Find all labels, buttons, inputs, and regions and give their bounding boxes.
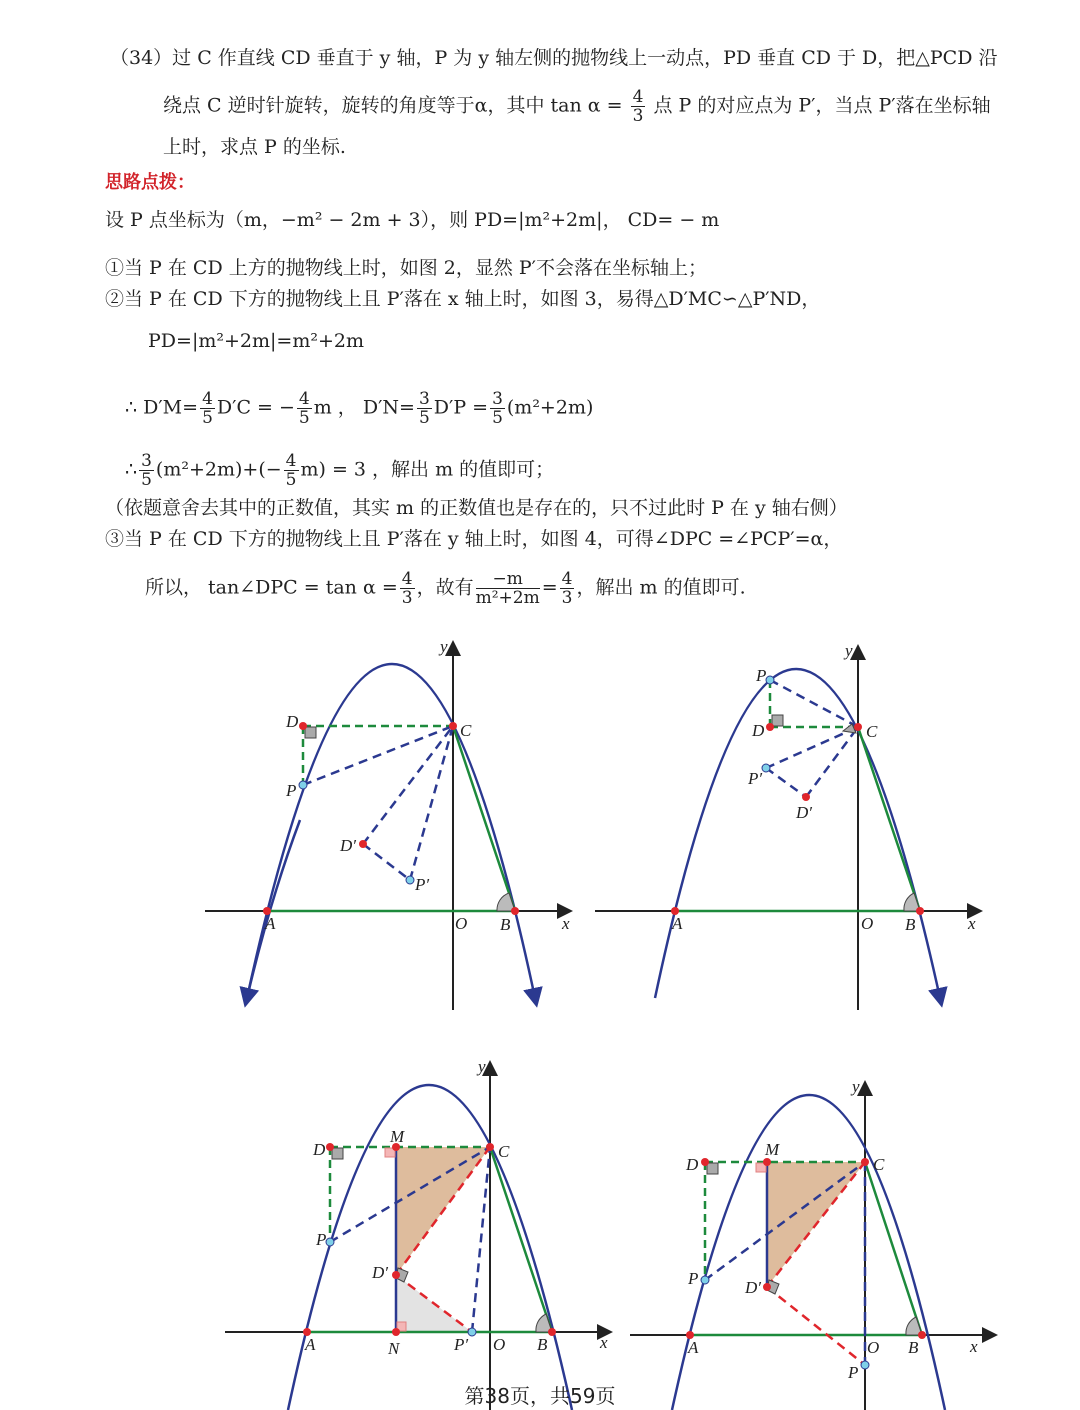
svg-text:N: N [388, 1339, 400, 1358]
svg-text:B: B [908, 1338, 919, 1357]
svg-text:P: P [316, 1230, 327, 1249]
solution-line-2: ①当 P 在 CD 上方的抛物线上时，如图 2，显然 P′不会落在坐标轴上； [105, 257, 707, 279]
svg-text:P′: P′ [748, 769, 763, 788]
svg-text:D: D [313, 1140, 326, 1159]
svg-text:D′: D′ [372, 1263, 388, 1282]
svg-text:x: x [600, 1333, 608, 1352]
svg-text:D: D [686, 1155, 699, 1174]
svg-text:C: C [873, 1155, 885, 1174]
solution-line-3: ②当 P 在 CD 下方的抛物线上且 P′落在 x 轴上时，如图 3，易得△D′MC∽△P′ND， [105, 288, 821, 310]
svg-text:P′: P′ [454, 1335, 469, 1354]
svg-text:y: y [440, 637, 448, 656]
svg-text:y: y [478, 1057, 486, 1076]
page-footer: 第38页，共59页 [464, 1384, 616, 1408]
svg-text:A: A [688, 1338, 699, 1357]
svg-text:D: D [286, 712, 299, 731]
svg-text:M: M [765, 1140, 780, 1159]
svg-text:B: B [905, 915, 916, 934]
svg-text:B: B [537, 1335, 548, 1354]
svg-text:x: x [562, 914, 570, 933]
problem-line-1: （34）过 C 作直线 CD 垂直于 y 轴，P 为 y 轴左侧的抛物线上一动点，PD 垂直 CD 于 D，把△PCD 沿 [110, 47, 998, 69]
solution-line-8: ③当 P 在 CD 下方的抛物线上且 P′落在 y 轴上时，如图 4，可得∠DPC =∠PCP′=α， [105, 528, 843, 550]
hint-title: 思路点拨： [105, 172, 195, 193]
svg-text:O: O [493, 1335, 506, 1354]
svg-text:x: x [970, 1337, 978, 1356]
svg-text:C: C [866, 722, 878, 741]
solution-line-7: （依题意舍去其中的正数值，其实 m 的正数值也是存在的，只不过此时 P 在 y 轴右侧） [105, 497, 848, 519]
svg-text:O: O [861, 914, 874, 933]
svg-text:D′: D′ [796, 803, 812, 822]
svg-text:A: A [672, 914, 683, 933]
solution-line-4: PD=|m²+2m|=m²+2m [148, 330, 364, 352]
svg-text:O: O [455, 914, 468, 933]
svg-text:P: P [756, 666, 767, 685]
svg-text:D: D [752, 721, 765, 740]
solution-line-5: ∴ D′M= $\frac{4}{5}$ D′C = − $\frac{4}{5}$ m ， D′N= $\frac{3}{5}$ D′P = $\frac{3}{5}$ (m²+2m) [125, 389, 594, 428]
svg-text:P: P [688, 1269, 699, 1288]
svg-text:P′: P′ [415, 875, 430, 894]
svg-text:D′: D′ [340, 836, 356, 855]
svg-text:A: A [265, 914, 276, 933]
svg-text:M: M [390, 1127, 405, 1146]
svg-text:x: x [968, 914, 976, 933]
solution-line-6: ∴ $\frac{3}{5}$ (m²+2m)+(− $\frac{4}{5}$ m) = 3 ，解出 m 的值即可； [125, 451, 555, 490]
svg-text:P: P [848, 1363, 859, 1382]
svg-text:C: C [498, 1142, 510, 1161]
svg-text:y: y [852, 1077, 860, 1096]
svg-text:P: P [286, 781, 297, 800]
svg-text:A: A [305, 1335, 316, 1354]
problem-line-3: 上时，求点 P 的坐标. [163, 136, 346, 158]
solution-line-9: 所以， tan∠DPC = tan α = $\frac{4}{3}$ ，故有 $\frac{-m}{\text{m²+2m}}$ = $\frac{4}{3}$ ，解出 m 的值即可. [145, 569, 746, 608]
svg-text:B: B [500, 915, 511, 934]
svg-text:O: O [867, 1338, 880, 1357]
solution-line-1: 设 P 点坐标为（m，−m² − 2m + 3），则 PD=|m²+2m|， CD= − m [105, 209, 720, 231]
problem-line-2: 绕点 C 逆时针旋转，旋转的角度等于α，其中 tan α = $\frac{4}{3}$ 点 P 的对应点为 P′，当点 P′落在坐标轴 [163, 87, 991, 126]
svg-text:C: C [460, 721, 472, 740]
svg-text:D′: D′ [745, 1278, 761, 1297]
svg-text:y: y [845, 641, 853, 660]
